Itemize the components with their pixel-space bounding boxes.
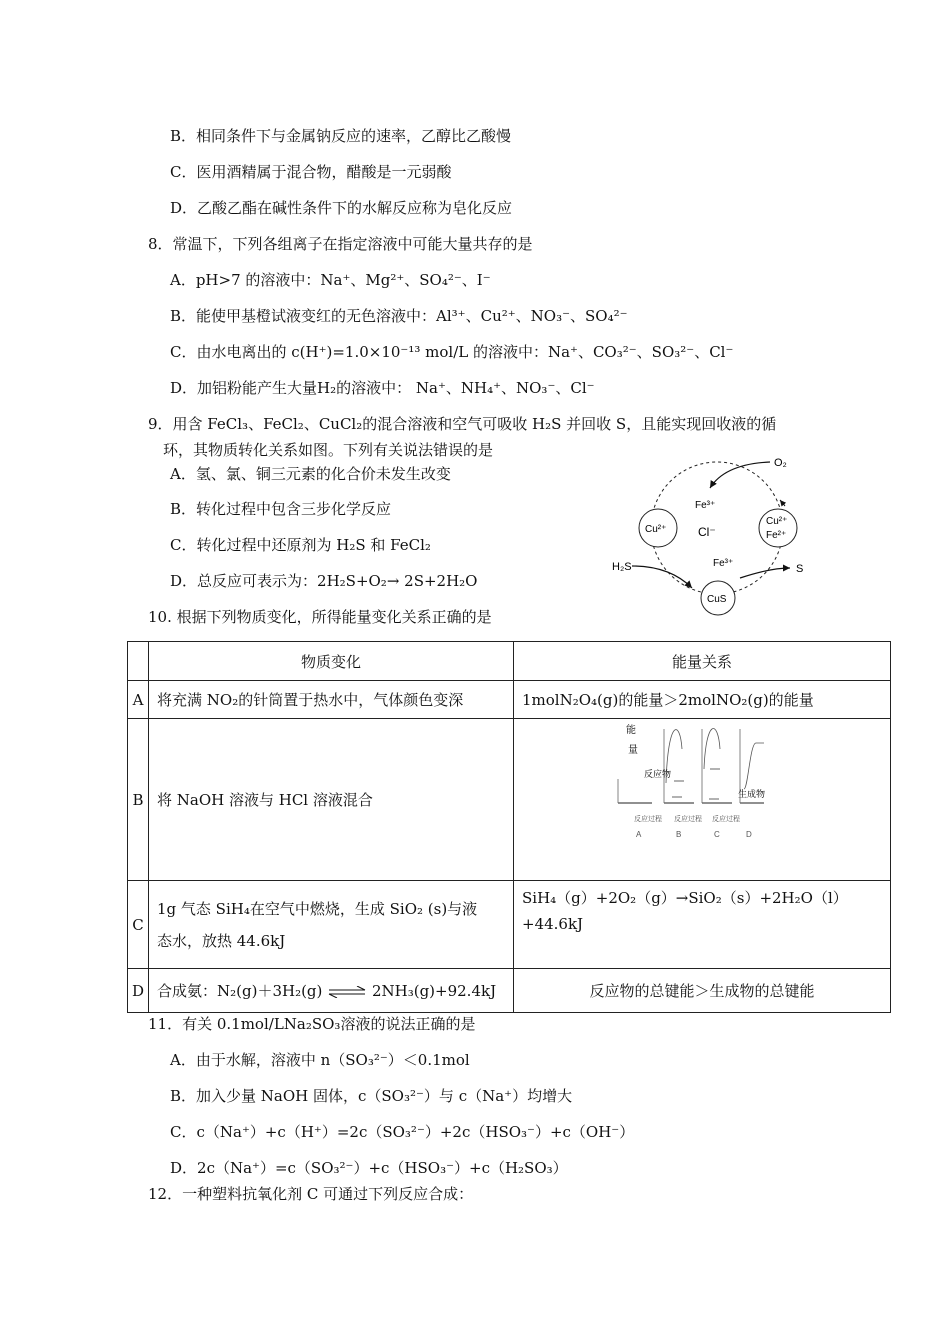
q11-option-d: D．2c（Na⁺）=c（SO₃²⁻）+c（HSO₃⁻）+c（H₂SO₃） xyxy=(170,1159,568,1177)
cl-label: Cl⁻ xyxy=(698,525,716,539)
ylabel-2: 量 xyxy=(628,745,638,756)
q10-stem: 10. 根据下列物质变化，所得能量变化关系正确的是 xyxy=(148,608,492,626)
panel-c: C xyxy=(714,830,720,839)
row-label: C xyxy=(128,881,149,969)
table-row xyxy=(128,719,891,881)
row-energy xyxy=(514,719,891,881)
panel-a: A xyxy=(636,830,642,839)
row-change-line1: 1g 气态 SiH₄在空气中燃烧，生成 SiO₂ (s)与液 xyxy=(157,899,478,918)
equilibrium-arrow-icon xyxy=(327,986,367,998)
cu2-left-label: Cu²⁺ xyxy=(645,524,667,535)
panel-b: B xyxy=(676,830,682,839)
q7-option-c: C．医用酒精属于混合物，醋酸是一元弱酸 xyxy=(170,163,452,181)
fe2-right-label: Fe²⁺ xyxy=(766,530,787,541)
q9-option-c: C．转化过程中还原剂为 H₂S 和 FeCl₂ xyxy=(170,536,431,554)
conversion-cycle-diagram xyxy=(600,448,830,618)
fe3-top-label: Fe³⁺ xyxy=(695,500,716,511)
axis-label-a: 反应过程 xyxy=(634,816,662,823)
row-change-post: 2NH₃(g)+92.4kJ xyxy=(371,982,497,1000)
row-change-line2: 态水，放热 44.6kJ xyxy=(157,931,286,950)
q8-option-c: C．由水电离出的 c(H⁺)=1.0×10⁻¹³ mol/L 的溶液中：Na⁺、CO₃²⁻、SO₃²⁻、Cl⁻ xyxy=(170,343,734,361)
product-label: 生成物 xyxy=(738,789,766,799)
q7-option-b: B．相同条件下与金属钠反应的速率，乙醇比乙酸慢 xyxy=(170,127,512,145)
q9-option-a: A．氢、氯、铜三元素的化合价未发生改变 xyxy=(170,465,451,483)
row-energy: 反应物的总键能＞生成物的总键能 xyxy=(514,969,891,1013)
axis-label-c: 反应过程 xyxy=(712,816,740,823)
q10-energy-table xyxy=(127,641,891,1013)
row-change-pre: 合成氨：N₂(g)＋3H₂(g) xyxy=(157,982,323,1000)
table-row xyxy=(128,881,891,969)
row-label: D xyxy=(128,969,149,1013)
header-blank xyxy=(128,642,149,681)
q8-option-b: B．能使甲基橙试液变红的无色溶液中：Al³⁺、Cu²⁺、NO₃⁻、SO₄²⁻ xyxy=(170,307,628,325)
table-header-row xyxy=(128,642,891,681)
q12-stem: 12．一种塑料抗氧化剂 C 可通过下列反应合成： xyxy=(148,1185,474,1203)
q7-option-d: D．乙酸乙酯在碱性条件下的水解反应称为皂化反应 xyxy=(170,199,513,217)
row-label: B xyxy=(128,719,149,881)
q11-option-a: A．由于水解，溶液中 n（SO₃²⁻）＜0.1mol xyxy=(170,1051,470,1069)
table-row xyxy=(128,681,891,719)
row-energy xyxy=(514,881,891,969)
row-energy-line2: +44.6kJ xyxy=(522,915,584,933)
reactant-label: 反应物 xyxy=(644,769,672,779)
o2-label: O₂ xyxy=(774,457,787,469)
ylabel-1: 能 xyxy=(626,725,636,736)
row-change: 将充满 NO₂的针筒置于热水中，气体颜色变深 xyxy=(149,681,514,719)
row-change: 将 NaOH 溶液与 HCl 溶液混合 xyxy=(149,719,514,881)
h2s-label: H₂S xyxy=(612,561,632,573)
panel-d: D xyxy=(746,830,752,839)
table-row xyxy=(128,969,891,1013)
q8-stem: 8．常温下，下列各组离子在指定溶液中可能大量共存的是 xyxy=(148,235,533,253)
q9-stem-line2: 环，其物质转化关系如图。下列有关说法错误的是 xyxy=(163,441,494,459)
q9-option-d: D．总反应可表示为：2H₂S+O₂→ 2S+2H₂O xyxy=(170,572,478,590)
q8-option-a: A．pH>7 的溶液中：Na⁺、Mg²⁺、SO₄²⁻、I⁻ xyxy=(170,271,491,289)
header-energy: 能量关系 xyxy=(514,642,891,681)
q11-stem: 11．有关 0.1mol/LNa₂SO₃溶液的说法正确的是 xyxy=(148,1015,476,1033)
q9-stem-line1: 9．用含 FeCl₃、FeCl₂、CuCl₂的混合溶液和空气可吸收 H₂S 并回收 S，且能实现回收液的循 xyxy=(148,415,777,433)
cu2-right-label: Cu²⁺ xyxy=(766,516,788,527)
fe3-bottom-label: Fe³⁺ xyxy=(713,558,734,569)
header-change: 物质变化 xyxy=(149,642,514,681)
o2-arrow xyxy=(710,462,770,488)
q11-option-c: C．c（Na⁺）+c（H⁺）=2c（SO₃²⁻）+2c（HSO₃⁻）+c（OH⁻） xyxy=(170,1123,635,1141)
energy-diagram-mini xyxy=(614,719,774,839)
row-change xyxy=(149,969,514,1013)
s-label: S xyxy=(796,563,804,575)
q8-option-d: D．加铝粉能产生大量H₂的溶液中： Na⁺、NH₄⁺、NO₃⁻、Cl⁻ xyxy=(170,379,595,397)
cus-label: CuS xyxy=(707,594,727,605)
q11-option-b: B．加入少量 NaOH 固体，c（SO₃²⁻）与 c（Na⁺）均增大 xyxy=(170,1087,573,1105)
row-energy-line1: SiH₄（g）+2O₂（g）→SiO₂（s）+2H₂O（l） xyxy=(522,889,848,907)
q9-option-b: B．转化过程中包含三步化学反应 xyxy=(170,500,392,518)
row-energy: 1molN₂O₄(g)的能量＞2molNO₂(g)的能量 xyxy=(514,681,891,719)
row-label: A xyxy=(128,681,149,719)
axis-label-b: 反应过程 xyxy=(674,816,702,823)
row-change xyxy=(149,881,514,969)
cu2-fe2-right-node xyxy=(759,509,797,547)
